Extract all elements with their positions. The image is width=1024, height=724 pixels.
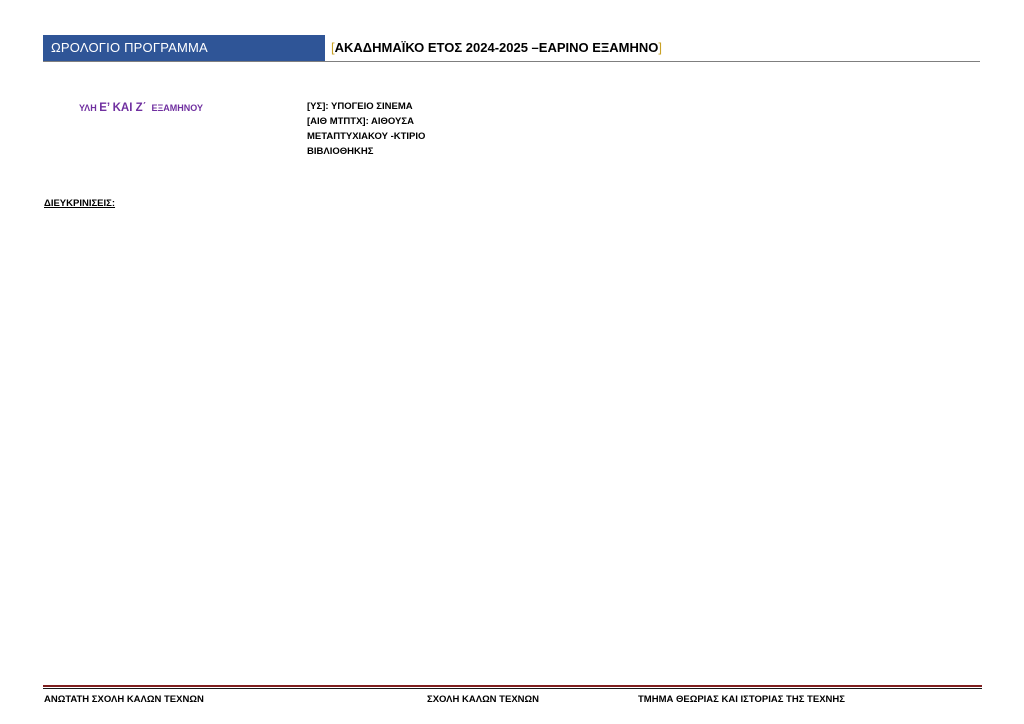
rooms-legend-line: [ΥΣ]: ΥΠΟΓΕΙΟ ΣΙΝΕΜΑ [307,101,413,112]
header-divider [43,61,980,62]
footer-school: ΣΧΟΛΗ ΚΑΛΩΝ ΤΕΧΝΩΝ [427,694,539,705]
footer-divider-bottom [43,688,982,689]
footer-divider-top [43,685,982,687]
semester-main: Ε’ ΚΑΙ Ζ΄ [99,102,147,114]
footer-institution: ΑΝΩΤΑΤΗ ΣΧΟΛΗ ΚΑΛΩΝ ΤΕΧΝΩΝ [44,694,204,705]
rooms-legend-line: ΜΕΤΑΠΤΥΧΙΑΚΟΥ -ΚΤΙΡΙΟ [307,131,426,142]
rooms-legend-line: ΒΙΒΛΙΟΘΗΚΗΣ [307,146,374,157]
semester-suffix: ΕΞΑΜΗΝΟΥ [146,103,204,113]
footer-department: ΤΜΗΜΑ ΘΕΩΡΙΑΣ ΚΑΙ ΙΣΤΟΡΙΑΣ ΤΗΣ ΤΕΧΝΗΣ [638,694,845,705]
title-bracket-close: ] [658,40,662,55]
page-title [331,38,662,58]
title-bracket-open: [ [331,40,335,55]
semester-heading [79,99,203,116]
title-text: ΑΚΑΔΗΜΑΪΚΟ ΕΤΟΣ 2024-2025 –ΕΑΡΙΝΟ ΕΞΑΜΗΝΟ [334,40,659,55]
rooms-legend-line: [ΑΙΘ ΜΤΠΤΧ]: ΑΙΘΟΥΣΑ [307,116,414,127]
header-label-box [43,35,325,61]
semester-prefix: ΥΛΗ [79,103,100,113]
rooms-legend [307,99,507,159]
header-label: ΩΡΟΛΟΓΙΟ ΠΡΟΓΡΑΜΜΑ [51,40,208,55]
clarifications-heading: ΔΙΕΥΚΡΙΝΙΣΕΙΣ: [44,198,116,209]
